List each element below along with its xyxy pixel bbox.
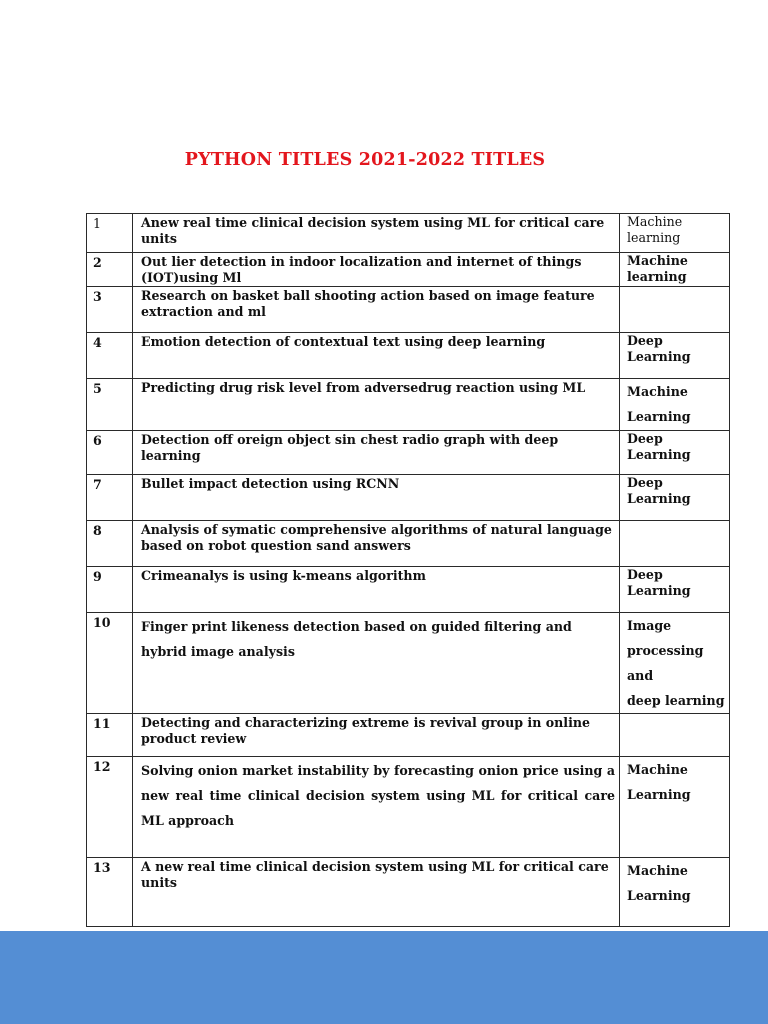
category-line: Deep Learning xyxy=(627,431,691,462)
category-line: processing and xyxy=(627,643,704,683)
titles-table xyxy=(86,213,730,927)
table-row xyxy=(87,714,730,757)
table-row xyxy=(87,287,730,333)
table-row xyxy=(87,475,730,521)
project-title: Anew real time clinical decision system using ML for critical care units xyxy=(133,214,620,253)
project-title: Emotion detection of contextual text using deep learning xyxy=(133,333,620,379)
category-line: Deep Learning xyxy=(627,333,691,364)
project-category xyxy=(620,475,730,521)
project-title: Crimeanalys is using k-means algorithm xyxy=(133,567,620,613)
table-row xyxy=(87,379,730,431)
project-title: Detection off oreign object sin chest radio graph with deep learning xyxy=(133,431,620,475)
category-line: Machine xyxy=(627,214,683,229)
titles-table-body xyxy=(87,214,730,927)
category-line: Machine xyxy=(627,762,688,777)
row-number: 6 xyxy=(87,431,133,475)
category-line: deep learning xyxy=(627,693,725,708)
table-row xyxy=(87,613,730,714)
category-line: Deep Learning xyxy=(627,475,691,506)
project-title: Bullet impact detection using RCNN xyxy=(133,475,620,521)
category-line: Learning xyxy=(627,787,691,802)
category-line: Deep Learning xyxy=(627,567,691,598)
row-number: 12 xyxy=(87,757,133,858)
row-number: 11 xyxy=(87,714,133,757)
project-category xyxy=(620,858,730,927)
category-line: Learning xyxy=(627,409,691,424)
project-category xyxy=(620,333,730,379)
project-title: Finger print likeness detection based on guided filtering and hybrid image analysis xyxy=(133,613,620,714)
project-category xyxy=(620,379,730,431)
category-line: Image xyxy=(627,618,672,633)
row-number: 9 xyxy=(87,567,133,613)
project-category xyxy=(620,613,730,714)
row-number: 8 xyxy=(87,521,133,567)
category-line: Learning xyxy=(627,888,691,903)
project-title: Predicting drug risk level from adversedrug reaction using ML xyxy=(133,379,620,431)
row-number: 2 xyxy=(87,253,133,287)
table-row xyxy=(87,858,730,927)
category-line: Machine xyxy=(627,384,688,399)
category-line: learning xyxy=(627,230,681,245)
row-number: 1 xyxy=(87,214,133,253)
category-line: Machine xyxy=(627,253,688,268)
project-category xyxy=(620,431,730,475)
project-category xyxy=(620,214,730,253)
project-category xyxy=(620,287,730,333)
footer-bar xyxy=(0,931,768,1024)
table-row xyxy=(87,567,730,613)
project-title: A new real time clinical decision system using ML for critical care units xyxy=(133,858,620,927)
project-title: Analysis of symatic comprehensive algorithms of natural language based on robot question sand answers xyxy=(133,521,620,567)
row-number: 4 xyxy=(87,333,133,379)
category-line: Machine xyxy=(627,863,688,878)
table-row xyxy=(87,214,730,253)
project-category xyxy=(620,567,730,613)
table-row xyxy=(87,333,730,379)
project-title: Research on basket ball shooting action based on image feature extraction and ml xyxy=(133,287,620,333)
project-category xyxy=(620,521,730,567)
table-row xyxy=(87,431,730,475)
category-line: learning xyxy=(627,269,687,284)
table-row xyxy=(87,757,730,858)
table-row xyxy=(87,521,730,567)
project-title: Out lier detection in indoor localization and internet of things (IOT)using Ml xyxy=(133,253,620,287)
project-title: Solving onion market instability by forecasting onion price using a new real time clinical decision system using ML for critical care ML approach xyxy=(133,757,620,858)
project-category xyxy=(620,253,730,287)
row-number: 10 xyxy=(87,613,133,714)
project-title: Detecting and characterizing extreme is revival group in online product review xyxy=(133,714,620,757)
project-category xyxy=(620,714,730,757)
row-number: 7 xyxy=(87,475,133,521)
row-number: 13 xyxy=(87,858,133,927)
project-category xyxy=(620,757,730,858)
page-title: PYTHON TITLES 2021-2022 TITLES xyxy=(184,150,546,170)
table-row xyxy=(87,253,730,287)
row-number: 3 xyxy=(87,287,133,333)
row-number: 5 xyxy=(87,379,133,431)
